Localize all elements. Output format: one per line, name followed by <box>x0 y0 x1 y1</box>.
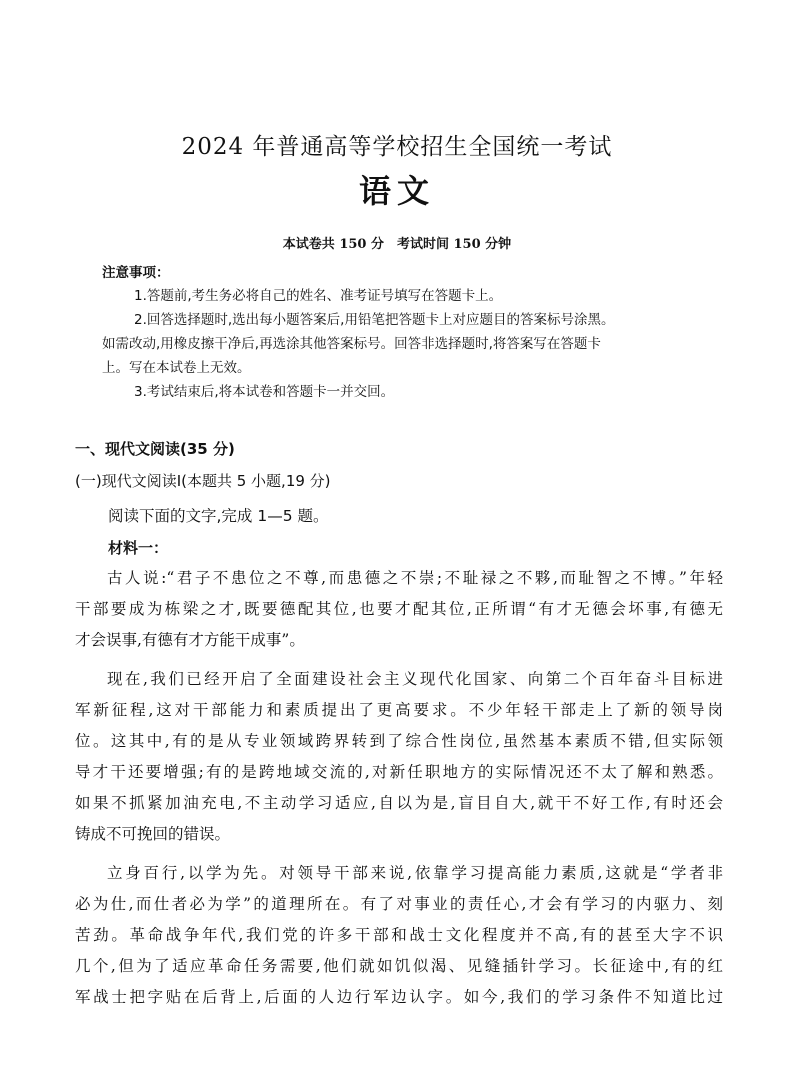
text-line: 如果不抓紧加油充电,不主动学习适应,自以为是,盲目自大,就干不好工作,有时还会 <box>75 794 723 812</box>
exam-title: 2024 年普通高等学校招生全国统一考试 <box>181 134 613 160</box>
text-line: 位。这其中,有的是从专业领域跨界转到了综合性岗位,虽然基本素质不错,但实际领 <box>75 732 723 750</box>
paragraph <box>75 664 723 850</box>
paragraph <box>75 563 723 656</box>
passage-body <box>75 563 723 1021</box>
text-line: 苦劲。革命战争年代,我们党的许多干部和战士文化程度并不高,有的甚至大字不识 <box>75 926 723 944</box>
notice-line: 如需改动,用橡皮擦干净后,再选涂其他答案标号。回答非选择题时,将答案写在答题卡 <box>102 336 601 352</box>
reading-instruction: 阅读下面的文字,完成 1—5 题。 <box>108 507 329 525</box>
text-line: 铸成不可挽回的错误。 <box>75 825 231 843</box>
text-line: 立身百行,以学为先。对领导干部来说,依靠学习提高能力素质,这就是“学者非 <box>107 864 723 882</box>
text-line: 必为仕,而仕者必为学”的道理所在。有了对事业的责任心,才会有学习的内驱力、刻 <box>75 895 723 913</box>
text-line: 导才干还要增强;有的是跨地域交流的,对新任职地方的实际情况还不太了解和熟悉。 <box>75 763 723 781</box>
notice-line: 1.答题前,考生务必将自己的姓名、准考证号填写在答题卡上。 <box>134 288 503 304</box>
text-line: 军新征程,这对干部能力和素质提出了更高要求。不少年轻干部走上了新的领导岗 <box>75 701 723 719</box>
text-line: 现在,我们已经开启了全面建设社会主义现代化国家、向第二个百年奋斗目标进 <box>107 670 723 688</box>
material-label: 材料一： <box>108 539 169 557</box>
exam-meta: 本试卷共 150 分 考试时间 150 分钟 <box>282 237 512 252</box>
subject-title: 语文 <box>358 172 435 210</box>
notice-line: 3.考试结束后,将本试卷和答题卡一并交回。 <box>134 384 395 400</box>
notice-line: 上。写在本试卷上无效。 <box>102 360 251 376</box>
section-subtitle: (一)现代文阅读Ⅰ(本题共 5 小题,19 分) <box>75 472 331 490</box>
text-line: 军战士把字贴在后背上,后面的人边行军边认字。如今,我们的学习条件不知道比过 <box>75 988 723 1006</box>
text-line: 才会误事,有德有才方能干成事”。 <box>75 631 305 649</box>
notice-line: 2.回答选择题时,选出每小题答案后,用铅笔把答题卡上对应题目的答案标号涂黑。 <box>134 312 615 328</box>
text-line: 古人说:“君子不患位之不尊,而患德之不崇;不耻禄之不夥,而耻智之不博。”年轻 <box>107 569 723 587</box>
text-line: 干部要成为栋梁之才,既要德配其位,也要才配其位,正所谓“有才无德会坏事,有德无 <box>75 600 723 618</box>
paragraph <box>75 858 723 1013</box>
notice-heading: 注意事项： <box>102 265 170 281</box>
text-line: 几个,但为了适应革命任务需要,他们就如饥似渴、见缝插针学习。长征途中,有的红 <box>75 957 723 975</box>
section-title: 一、现代文阅读(35 分) <box>75 440 235 458</box>
notice-block <box>102 262 702 404</box>
